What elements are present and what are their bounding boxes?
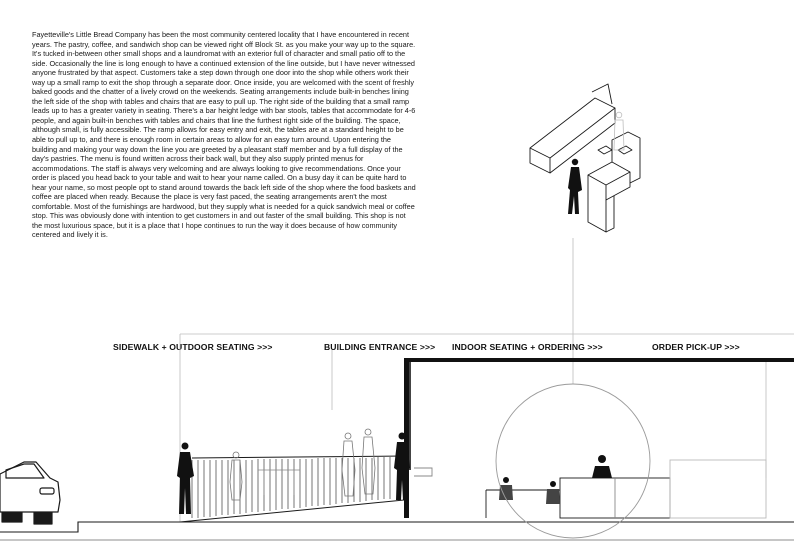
- railing: [192, 456, 404, 518]
- label-sidewalk: SIDEWALK + OUTDOOR SEATING >>>: [113, 342, 273, 352]
- ramp: [180, 500, 404, 522]
- outdoor-table: [258, 470, 300, 495]
- label-pickup: ORDER PICK-UP >>>: [652, 342, 740, 352]
- essay-paragraph: Fayetteville's Little Bread Company has been the most community centered locality that I have encountered in recent years. The pastry, coffee, and sandwich shop can be viewed right off Block St. as you make your way up to the square. It's tucked in-between other small shops and a laundromat with an exterior full of character and small patio off to the side. Occasionally the line is long enough to have a continued extension of the line outside, but I have never witnessed anyone frustrated by that aspect. Customers take a step down through one door into the shop while others work their way up a small ramp to exit the shop through a separate door. Once inside, you are welcomed with the scent of freshly baked goods and the chatter of a lively crowd on the weekends. Seating arrangements include built-in benches lining the left side of the shop with tables and chairs that are easy to pull up. The right side of the building that a small ramp leads up to has a greater variety in seating. There's a bar height ledge with bar stools, tables that accommodate for 4-6 people, and again built-in benches with tables and chairs that line the furthest right side of the building. The space, although small, is fully accessible. The ramp allows for easy entry and exit, the tables are at a standard height to be able to pull up to, and there is enough room in certain areas to allow for an easy turn around. Upon entering the building and making your way down the line you are greeted by a pleasant staff member and by a full display of the day's pastries. The menu is found written across their back wall, but they also supply printed menus for accommodations. The staff is always very welcoming and are always looking to give recommendations. Once your order is placed you head back to your table and wait to hear your name called. On a busy day it can be quite hard to hear your name, so most people opt to stand around towards the back left side of the shop where the food baskets and coffee are placed when ready. Because the place is very fast paced, the seating arrangements aren't the most comfortable. Most of the furnishings are hardwood, but they supply what is needed for a quick sandwich meal or coffee stop. This was obviously done with intention to get customers in and out faster of the small building. This shop is not the most luxurious space, but it is a place that I hope continues to run the way it does because of how community centered and lively it is.: [32, 30, 416, 240]
- label-entrance: BUILDING ENTRANCE >>>: [324, 342, 436, 352]
- ground: [0, 522, 794, 540]
- outdoor-people-silhouettes: [177, 433, 410, 515]
- label-indoor: INDOOR SEATING + ORDERING >>>: [452, 342, 603, 352]
- interior-fixtures: [414, 460, 766, 518]
- car: [0, 462, 60, 524]
